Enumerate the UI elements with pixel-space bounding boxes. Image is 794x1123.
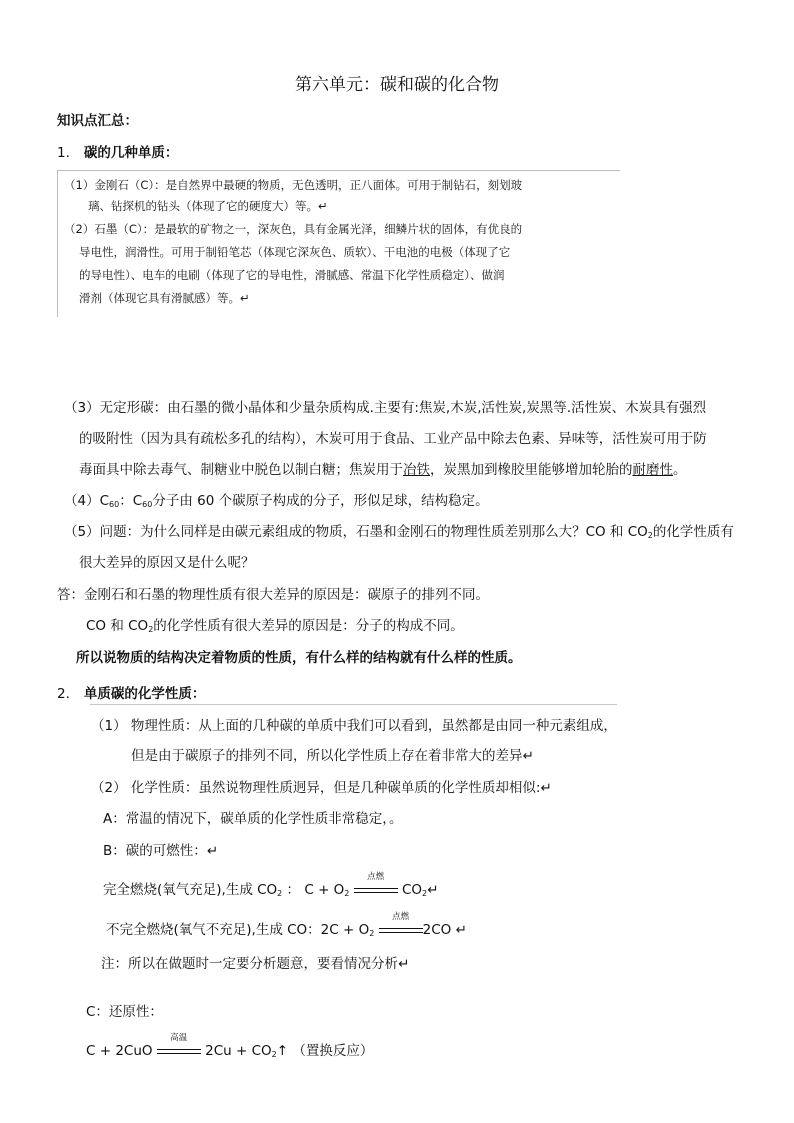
p3-line-3 (79, 462, 687, 478)
section2-title: 单质碳的化学性质： (83, 686, 206, 702)
ans2-a: CO 和 CO (86, 618, 149, 634)
p5-line-2: 很大差异的原因又是什么呢？ (79, 555, 255, 571)
complete-combustion (103, 872, 439, 902)
chemical-line-1: （2） 化学性质：虽然说物理性质迥异，但是几种碳单质的化学性质却相似:↵ (91, 780, 552, 796)
item-b: B：碳的可燃性：↵ (103, 843, 219, 859)
p4-line (64, 493, 489, 513)
box-line-5: 的导电性）、电车的电刷（体现了它的导电性，滑腻感、常温下化学性质稳定）、做润 (79, 268, 505, 282)
condition-high-temp: 高温 (170, 1033, 188, 1043)
box-line-2: 璃、钻探机的钻头（体现了它的硬度大）等。↵ (88, 199, 328, 213)
p4-sub-2: 60 (142, 500, 153, 509)
complete-a: 完全燃烧(氧气充足),生成 CO (103, 882, 278, 898)
section1-number: 1. (57, 145, 70, 161)
incomplete-combustion (106, 912, 467, 942)
p4-b: ：C (119, 493, 143, 509)
section1-title: 碳的几种单质： (83, 145, 179, 161)
reduction-b: 2Cu + CO (200, 1043, 272, 1059)
section2-rule (90, 704, 617, 705)
reaction-arrow-heat (157, 1033, 201, 1059)
reduction-a: C + 2CuO (86, 1043, 157, 1059)
ans2-sub: 2 (148, 625, 154, 634)
p5-sub: 2 (647, 531, 653, 540)
box-line-6: 滑剂（体现它具有滑腻感）等。↵ (79, 291, 250, 305)
physical-line-2: 但是由于碳原子的排列不同，所以化学性质上存在着非常大的差异↵ (131, 748, 534, 764)
reaction-arrow-ignite-2 (379, 912, 423, 938)
p5-line-1 (64, 524, 734, 544)
ans2-b: 的化学性质有很大差异的原因是：分子的构成不同。 (153, 618, 464, 634)
reaction-arrow-ignite-1 (354, 872, 398, 898)
reduction-equation (86, 1033, 374, 1063)
term-ironmaking: 冶铁 (403, 462, 430, 478)
physical-line-1: （1） 物理性质：从上面的几种碳的单质中我们可以看到，虽然都是由同一种元素组成， (91, 718, 617, 734)
p4-a: （4）C (64, 493, 110, 509)
box-line-1: （1）金刚石（C）：是自然界中最硬的物质，无色透明，正八面体。可用于制钻石，刻划玻 (64, 178, 523, 192)
summary-heading: 知识点汇总： (57, 113, 138, 129)
answer-line-1: 答：金刚石和石墨的物理性质有很大差异的原因是：碳原子的排列不同。 (57, 587, 489, 603)
complete-end: ↵ (427, 882, 439, 898)
condition-ignite-2: 点燃 (392, 912, 410, 922)
item-a: A：常温的情况下，碳单质的化学性质非常稳定，。 (103, 811, 403, 827)
section2-heading (57, 682, 205, 702)
box-line-3: （2）石墨（C）：是最软的矿物之一，深灰色，具有金属光泽，细鳞片状的固体，有优良的 (64, 222, 523, 236)
section1-heading (57, 141, 178, 161)
complete-sub3: 2 (422, 889, 428, 898)
reduction-sub: 2 (271, 1050, 277, 1059)
analysis-note: 注：所以在做题时一定要分析题意，要看情况分析↵ (101, 956, 410, 972)
p4-sub-1: 60 (109, 500, 120, 509)
p4-c: 分子由 60 个碳原子构成的分子，形似足球，结构稳定。 (152, 493, 489, 509)
p3-line-1: （3）无定形碳：由石墨的微小晶体和少量杂质构成.主要有:焦炭,木炭,活性炭,炭黑等.活性炭、木炭具有强烈 (64, 400, 707, 416)
p3-line-3-c: ，炭黑加到橡胶里能够增加轮胎的 (430, 462, 633, 478)
conclusion: 所以说物质的结构决定着物质的性质，有什么样的结构就有什么样的性质。 (76, 650, 522, 666)
complete-sub: 2 (277, 889, 283, 898)
incomplete-sub: 2 (369, 929, 375, 938)
p5-b: 的化学性质有 (652, 524, 734, 540)
item-c: C：还原性： (86, 1004, 163, 1020)
complete-b: ： C + O (282, 882, 345, 898)
term-wear-resistance: 耐磨性 (632, 462, 673, 478)
reduction-c: ↑ （置换反应） (276, 1043, 374, 1059)
p3-line-3-e: 。 (673, 462, 687, 478)
p3-line-3-a: 毒面具中除去毒气、制糖业中脱色以制白糖；焦炭用于 (79, 462, 403, 478)
p3-line-2: 的吸附性（因为具有疏松多孔的结构），木炭可用于食品、工业产品中除去色素、异味等，活性炭可用于防 (79, 431, 707, 447)
section2-number: 2. (57, 686, 70, 702)
box-line-4: 导电性，润滑性。可用于制铅笔芯（体现它深灰色、质软）、干电池的电极（体现了它 (79, 245, 511, 259)
answer-line-2 (86, 618, 464, 638)
condition-ignite-1: 点燃 (367, 872, 385, 882)
complete-c: CO (397, 882, 423, 898)
page-title: 第六单元：碳和碳的化合物 (295, 75, 499, 95)
p5-a: （5）问题：为什么同样是由碳元素组成的物质，石墨和金刚石的物理性质差别那么大？CO 和 CO (64, 524, 648, 540)
complete-sub2: 2 (344, 889, 350, 898)
incomplete-b: 2CO ↵ (422, 922, 467, 938)
incomplete-a: 不完全燃烧(氧气不充足),生成 CO：2C + O (106, 922, 370, 938)
